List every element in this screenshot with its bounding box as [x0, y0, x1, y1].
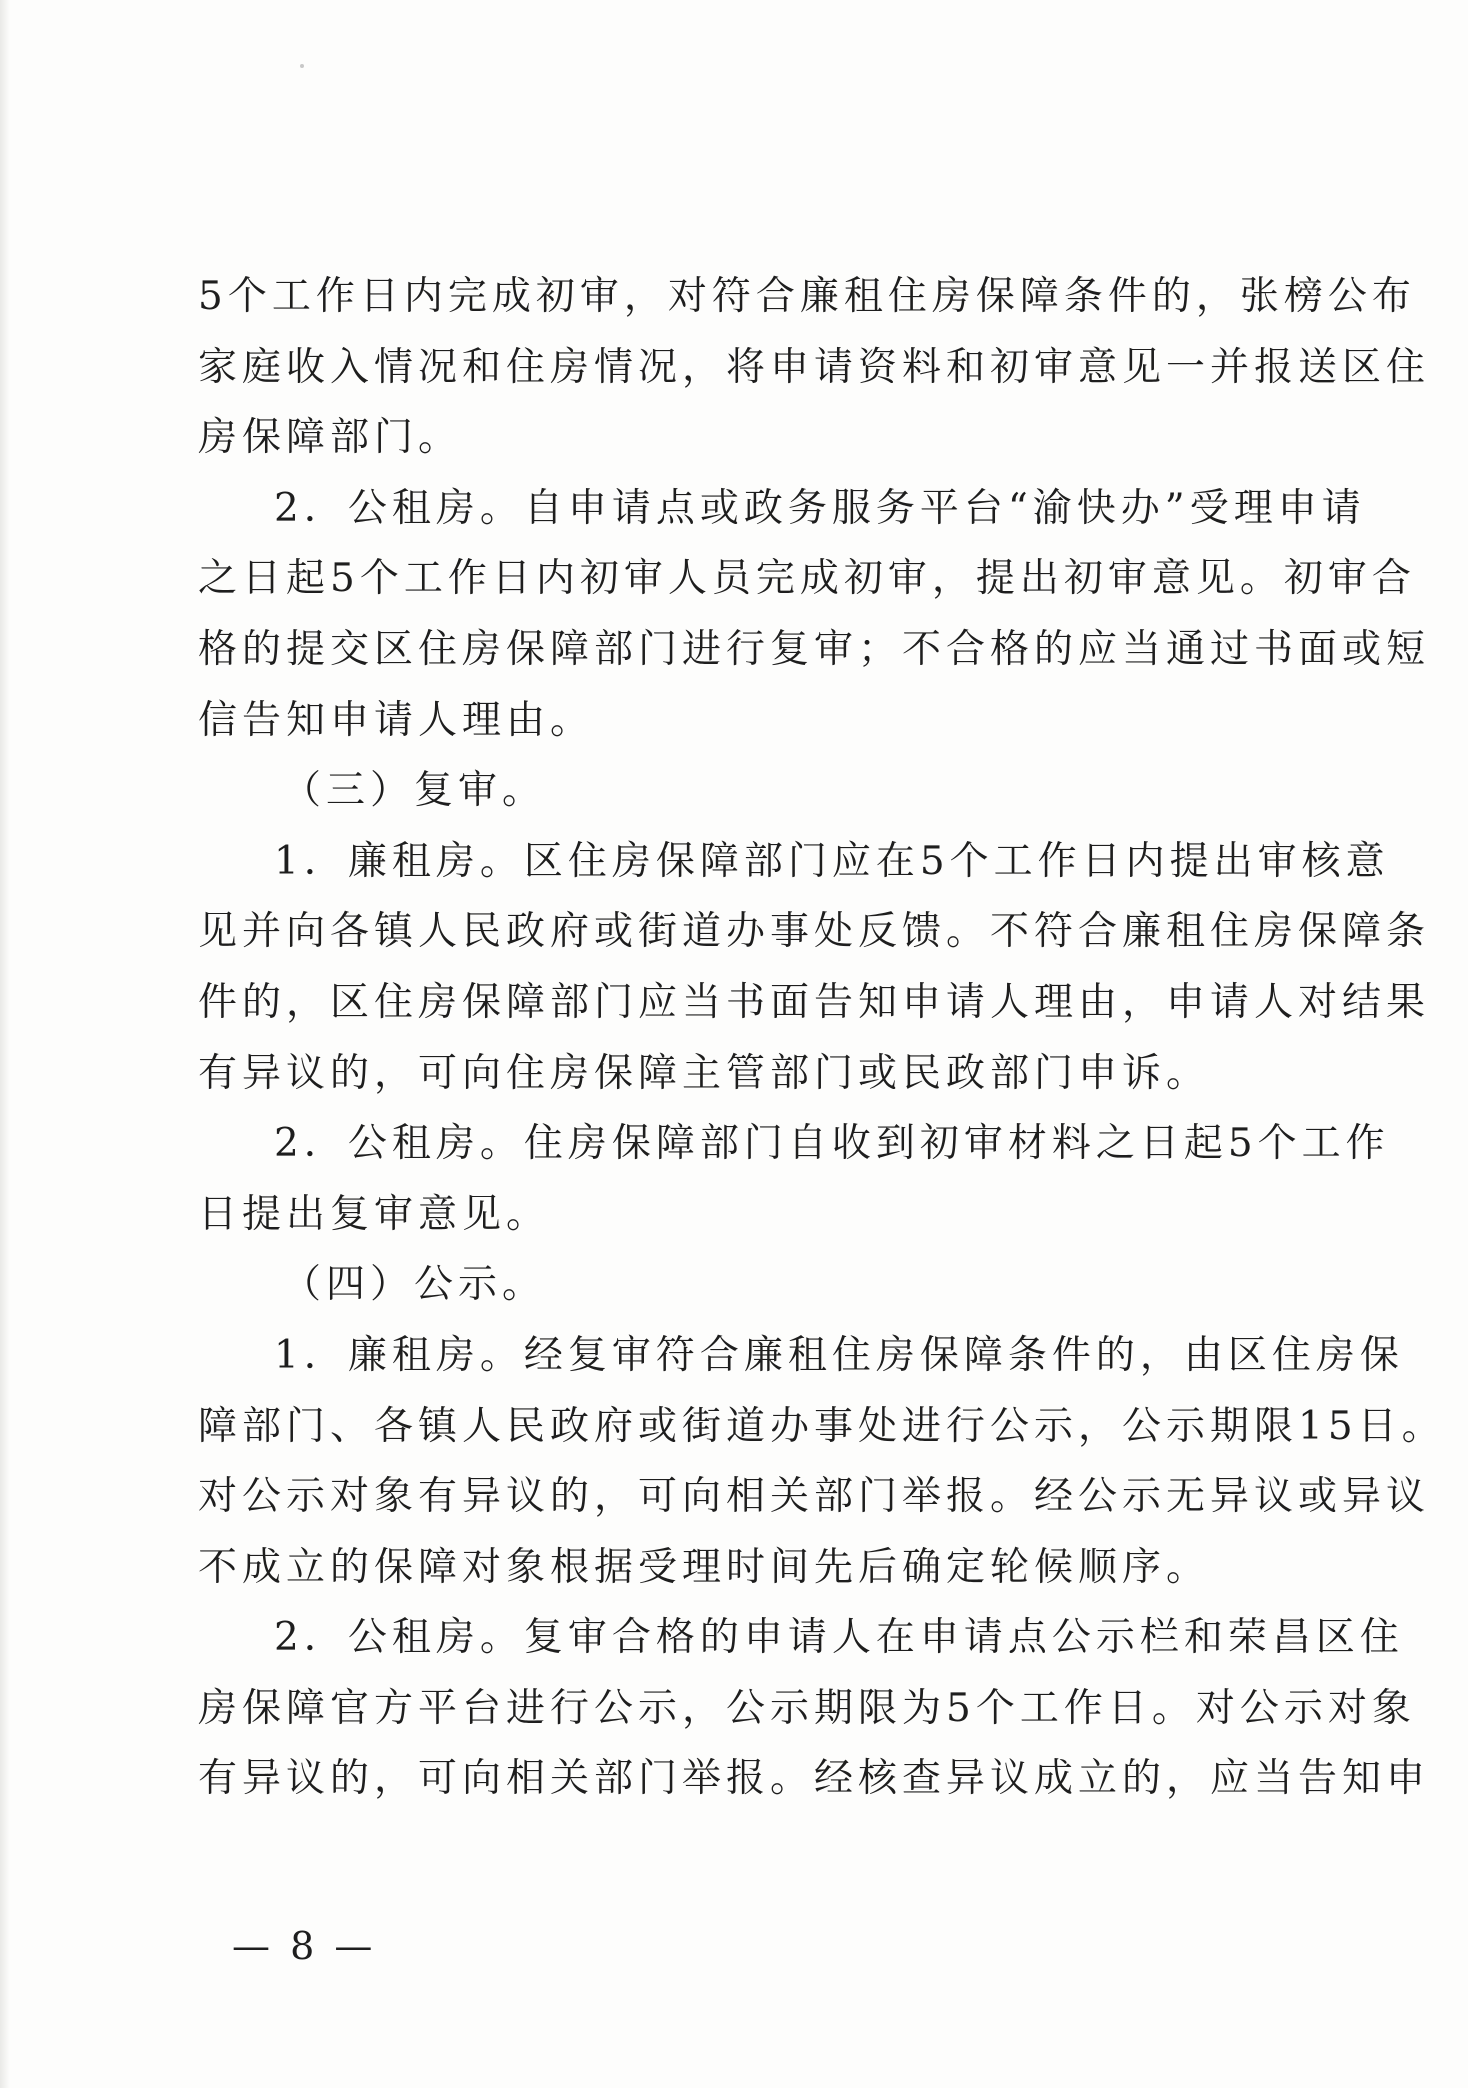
section-heading: （三）复审。 — [282, 768, 547, 814]
paragraph-line: 之日起5个工作日内初审人员完成初审，提出初审意见。初审合 — [198, 556, 1416, 602]
paragraph-line: 对公示对象有异议的，可向相关部门举报。经公示无异议或异议 — [198, 1474, 1431, 1520]
document-body — [198, 262, 1446, 1815]
page-number: — 8 — — [232, 1924, 377, 1968]
paragraph-line: 件的，区住房保障部门应当书面告知申请人理由，申请人对结果 — [198, 979, 1431, 1025]
paragraph-line: 格的提交区住房保障部门进行复审；不合格的应当通过书面或短 — [198, 626, 1431, 672]
paragraph-line: 1．廉租房。区住房保障部门应在5个工作日内提出审核意 — [274, 838, 1390, 884]
paragraph-line: 1．廉租房。经复审符合廉租住房保障条件的，由区住房保 — [274, 1332, 1404, 1378]
paragraph-line: 5个工作日内完成初审，对符合廉租住房保障条件的，张榜公布 — [198, 274, 1416, 319]
paragraph-line: 日提出复审意见。 — [198, 1191, 551, 1237]
paragraph-line: 障部门、各镇人民政府或街道办事处进行公示，公示期限15日。 — [198, 1403, 1446, 1449]
paragraph-line: 有异议的，可向相关部门举报。经核查异议成立的，应当告知申 — [198, 1756, 1431, 1802]
paragraph-line: 房保障官方平台进行公示，公示期限为5个工作日。对公示对象 — [198, 1685, 1416, 1731]
scan-speck — [300, 64, 304, 68]
page-scan-edge — [0, 0, 10, 2088]
section-heading: （四）公示。 — [282, 1262, 547, 1308]
paragraph-line: 2．公租房。复审合格的申请人在申请点公示栏和荣昌区住 — [274, 1615, 1404, 1661]
paragraph-line: 见并向各镇人民政府或街道办事处反馈。不符合廉租住房保障条 — [198, 909, 1431, 955]
paragraph-line: 信告知申请人理由。 — [198, 697, 595, 743]
paragraph-line: 房保障部门。 — [198, 415, 463, 461]
paragraph-line: 2．公租房。住房保障部门自收到初审材料之日起5个工作 — [274, 1121, 1390, 1167]
paragraph-line: 不成立的保障对象根据受理时间先后确定轮候顺序。 — [198, 1544, 1211, 1590]
paragraph-line: 有异议的，可向住房保障主管部门或民政部门申诉。 — [198, 1050, 1211, 1096]
paragraph-line: 家庭收入情况和住房情况，将申请资料和初审意见一并报送区住 — [198, 344, 1431, 390]
paragraph-line: 2．公租房。自申请点或政务服务平台“渝快办”受理申请 — [274, 485, 1366, 531]
